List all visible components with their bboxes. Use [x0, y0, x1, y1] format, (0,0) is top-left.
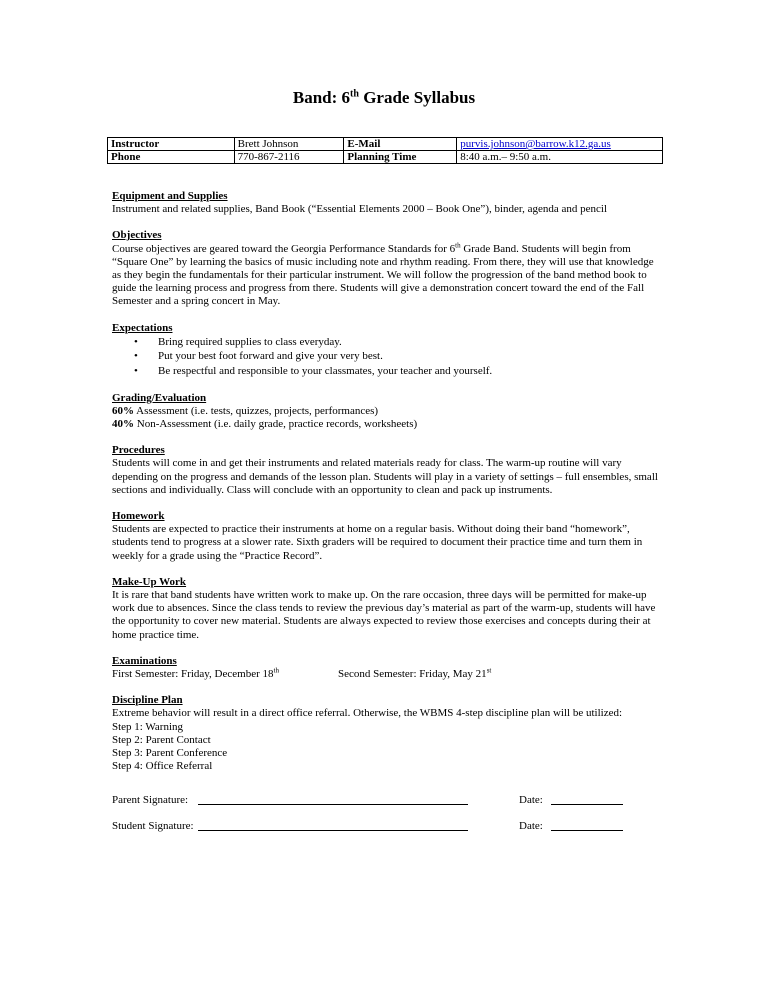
objectives-text: Course objectives are geared toward the Georgia Performance Standards for 6th Grade Band. Students will begin from “Square One” by learning the basics of music including note and rhythm reading. From there, they will use that knowledge as they begin the fundamentals for their particular instrument. We will follow the progression of the band method book to guide the learning process and progress from there. Students will give a demonstration concert toward the end of the Fall Semester and a spring concert in May. — [112, 240, 654, 308]
syllabus-body — [112, 190, 662, 786]
instructor-value: Brett Johnson — [234, 138, 344, 151]
parent-signature-row — [112, 794, 662, 808]
instructor-info-table — [107, 137, 663, 164]
makeup-text: It is rare that band students have written work to make up. On the rare occasion, three days will be permitted for make-up work due to absences. Since the class tends to review the previous day’s material as part of the warm-up, students will have the opportunity to cover new material. Students are always expected to review those exercises and concepts during their at home practice time. — [112, 589, 656, 641]
expectations-heading: Expectations — [112, 321, 173, 334]
list-item: • Bring required supplies to class everyday. — [134, 335, 342, 348]
parent-date-line[interactable] — [551, 804, 623, 805]
procedures-text: Students will come in and get their instruments and related materials ready for class. The warm-up routine will vary depending on the progress and demands of the lesson plan. Students will play in a variety of settings – full ensembles, small sections and individually. Class will conclude with an opportunity to clean and pack up instruments. — [112, 457, 658, 496]
list-item: • Put your best foot forward and give your very best. — [134, 350, 383, 363]
student-signature-row — [112, 820, 662, 834]
makeup-section — [112, 576, 662, 642]
email-label: E-Mail — [344, 138, 457, 151]
grading-line-non-assessment: 40% Non-Assessment (i.e. daily grade, practice records, worksheets) — [112, 418, 418, 431]
table-row — [108, 151, 663, 164]
parent-signature-line[interactable] — [198, 804, 468, 805]
objectives-heading: Objectives — [112, 229, 162, 242]
discipline-section — [112, 694, 662, 773]
equipment-heading: Equipment and Supplies — [112, 190, 228, 202]
discipline-step: Step 1: Warning — [112, 720, 184, 733]
exam-dates — [112, 668, 662, 681]
makeup-heading: Make-Up Work — [112, 575, 187, 588]
date-label: Date: — [519, 820, 543, 832]
procedures-section — [112, 444, 662, 497]
examinations-heading: Examinations — [112, 654, 177, 667]
email-link[interactable]: purvis.johnson@barrow.k12.ga.us — [457, 138, 663, 151]
equipment-text: Instrument and related supplies, Band Book (“Essential Elements 2000 – Book One”), binder, agenda and pencil — [112, 203, 608, 216]
planning-time-value: 8:40 a.m.– 9:50 a.m. — [457, 151, 663, 164]
list-item: • Be respectful and responsible to your classmates, your teacher and yourself. — [134, 365, 493, 378]
first-semester-exam: First Semester: Friday, December 18th — [112, 666, 279, 681]
grading-heading: Grading/Evaluation — [112, 391, 207, 404]
objectives-section — [112, 229, 662, 308]
expectations-section — [112, 322, 662, 379]
student-signature-line[interactable] — [198, 830, 468, 831]
table-row — [108, 138, 663, 151]
expectations-list — [112, 335, 662, 379]
discipline-text: Extreme behavior will result in a direct office referral. Otherwise, the WBMS 4-step discipline plan will be utilized: — [112, 707, 623, 720]
homework-text: Students are expected to practice their instruments at home on a regular basis. Without doing their band “homework”, students tend to progress at a slower rate. Sixth graders will be required to document their practice time and turn them in weekly for a grade using the “Practice Record”. — [112, 523, 643, 562]
student-date-line[interactable] — [551, 830, 623, 831]
bullet-icon: • — [134, 350, 138, 363]
parent-signature-label: Parent Signature: — [112, 794, 189, 806]
discipline-heading: Discipline Plan — [112, 694, 183, 707]
grading-section — [112, 392, 662, 432]
grading-line-assessment: 60% Assessment (i.e. tests, quizzes, projects, performances) — [112, 404, 379, 417]
planning-time-label: Planning Time — [344, 151, 457, 164]
bullet-icon: • — [134, 365, 138, 378]
procedures-heading: Procedures — [112, 444, 165, 457]
page-title: Band: 6th Grade Syllabus — [292, 88, 476, 107]
instructor-label: Instructor — [108, 138, 235, 151]
homework-heading: Homework — [112, 510, 165, 523]
examinations-section — [112, 655, 662, 681]
phone-label: Phone — [108, 151, 235, 164]
equipment-section — [112, 190, 662, 216]
discipline-step: Step 3: Parent Conference — [112, 747, 228, 760]
bullet-icon: • — [134, 335, 138, 348]
second-semester-exam: Second Semester: Friday, May 21st — [338, 666, 492, 681]
student-signature-label: Student Signature: — [112, 820, 194, 832]
discipline-step: Step 4: Office Referral — [112, 760, 213, 773]
homework-section — [112, 510, 662, 563]
phone-value: 770-867-2116 — [234, 151, 344, 164]
date-label: Date: — [519, 794, 543, 806]
discipline-step: Step 2: Parent Contact — [112, 733, 211, 746]
